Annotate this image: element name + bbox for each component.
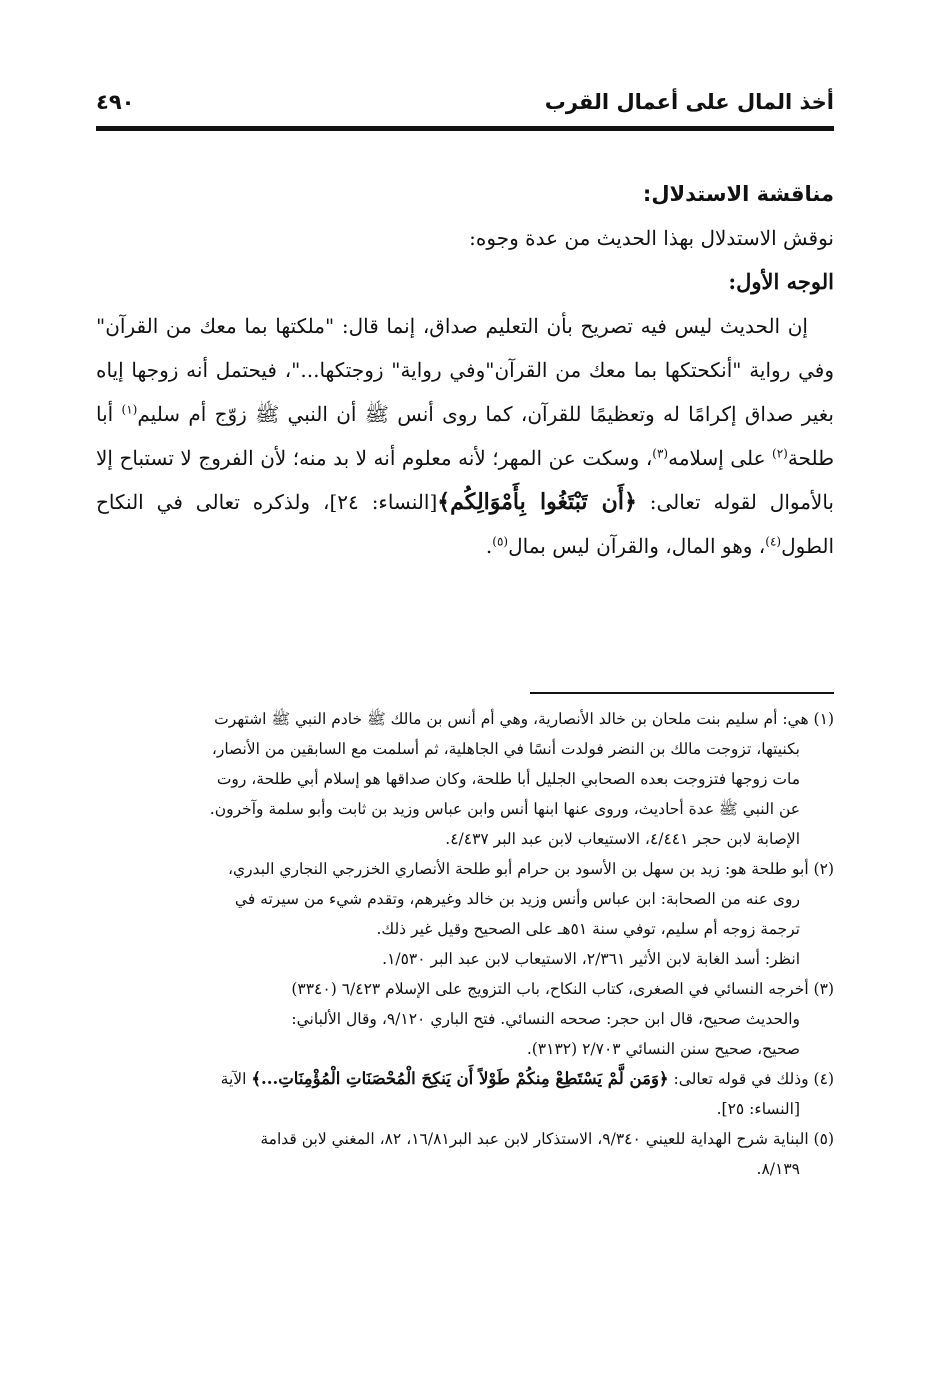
paragraph-end: . — [485, 534, 493, 558]
footnote-ref-1[interactable]: (١) — [121, 402, 138, 417]
running-title: أخذ المال على أعمال القرب — [544, 90, 834, 114]
footnote-3 — [96, 974, 834, 1064]
paragraph-text: [النساء: ٢٤]، ولذكره تعالى في النكاح الطول — [96, 490, 834, 558]
footnote-line: ترجمة زوجه أم سليم، توفي سنة ٥١هـ على الصحيح وقيل غير ذلك. — [376, 920, 800, 938]
quran-verse: ﴿أَن تَبْتَغُوا بِأَمْوَالِكُم﴾ — [437, 489, 637, 515]
footnote-line — [96, 1064, 834, 1094]
footnote-line: [النساء: ٢٥]. — [716, 1100, 800, 1118]
header-rule — [96, 126, 834, 131]
argument-paragraph — [96, 304, 834, 568]
footnote-line: صحيح، صحيح سنن النسائي ٢/٧٠٣ (٣١٣٢). — [526, 1040, 800, 1058]
footnote-ref-3[interactable]: (٣) — [652, 446, 669, 461]
footnote-line: والحديث صحيح، قال ابن حجر: صححه النسائي. فتح الباري ٩/١٢٠، وقال الألباني: — [291, 1010, 800, 1028]
footnote-line: مات زوجها فتزوجت بعده الصحابي الجليل أبا طلحة، وكان صداقها هو إسلام أبي طلحة، روت — [216, 770, 800, 788]
sub-heading: الوجه الأول: — [728, 269, 834, 294]
paragraph-text: ، وهو المال، والقرآن ليس بمال — [508, 534, 766, 558]
paragraph-text: أبا طلحة — [96, 402, 834, 470]
footnote-ref-2[interactable]: (٢) — [772, 446, 788, 461]
footnote-line: ٨/١٣٩. — [756, 1160, 800, 1178]
section-heading: مناقشة الاستدلال: — [642, 182, 834, 206]
paragraph-text: إن الحديث ليس فيه تصريح بأن التعليم صداق، إنما قال: "ملكتها بما معك من القرآن" وفي رواية "أنكحتكها بما معك من القرآن"وفي رواية" زوجتكها..."، فيحتمل أنه زوجها إياه بغير صداق إكرامًا له وتعظيمًا للقرآن، كما روى أنس ﷺ أن النبي ﷺ زوّج أم سليم — [96, 314, 834, 426]
page-header — [96, 86, 834, 126]
footnote-line: (٥) البناية شرح الهداية للعيني ٩/٣٤٠، الاستذكار لابن عبد البر١٦/٨١، ٨٢، المغني لابن قدامة — [260, 1130, 834, 1148]
paragraph-text: على إسلامه — [668, 446, 772, 470]
main-text — [96, 172, 834, 568]
paragraph-text: ، وسكت عن المهر؛ لأنه معلوم أنه لا بد منه؛ لأن الفروج لا تستباح إلا بالأموال لقوله تعالى: — [96, 446, 834, 514]
footnote-2 — [96, 854, 834, 974]
footnote-5 — [96, 1124, 834, 1184]
footnote-ref-5[interactable]: (٥) — [492, 534, 509, 549]
quran-verse: ﴿وَمَن لَّمْ يَسْتَطِعْ مِنكُمْ طَوْلاً أَن يَنكِحَ الْمُحْصَنَاتِ الْمُؤْمِنَاتِ...﴾ — [251, 1069, 669, 1088]
footnote-separator — [530, 692, 834, 694]
footnote-line: انظر: أسد الغابة لابن الأثير ٢/٣٦١، الاستيعاب لابن عبد البر ١/٥٣٠. — [382, 950, 800, 968]
intro-paragraph: نوقش الاستدلال بهذا الحديث من عدة وجوه: — [469, 226, 834, 250]
footnote-text: الآية — [220, 1070, 252, 1088]
footnote-line: (١) هي: أم سليم بنت ملحان بن خالد الأنصارية، وهي أم أنس بن مالك ﷺ خادم النبي ﷺ اشتهرت — [214, 710, 834, 728]
footnote-line: روى عنه من الصحابة: ابن عباس وأنس وزيد بن خالد وغيرهم، وتقدم شيء من سيرته في — [234, 890, 800, 908]
footnote-line: (٢) أبو طلحة هو: زيد بن سهل بن الأسود بن حرام أبو طلحة الأنصاري الخزرجي النجاري البدري، — [227, 860, 834, 878]
footnote-1 — [96, 704, 834, 854]
footnote-ref-4[interactable]: (٤) — [765, 534, 782, 549]
footnote-line: (٣) أخرجه النسائي في الصغرى، كتاب النكاح، باب التزويج على الإسلام ٦/٤٢٣ (٣٣٤٠) — [291, 980, 834, 998]
footnote-4 — [96, 1064, 834, 1124]
footnotes — [96, 704, 834, 1184]
footnote-line: بكنيتها، تزوجت مالك بن النضر فولدت أنسًا في الجاهلية، ثم أسلمت مع السابقين من الأنصار، — [211, 740, 800, 758]
footnote-line: عن النبي ﷺ عدة أحاديث، وروى عنها ابنها أنس وابن عباس وزيد بن ثابت وأبو سلمة وآخرون. — [209, 800, 800, 818]
page-number: ٤٩٠ — [96, 90, 135, 114]
footnote-line: الإصابة لابن حجر ٤/٤٤١، الاستيعاب لابن عبد البر ٤/٤٣٧. — [445, 830, 800, 848]
footnote-text: (٤) وذلك في قوله تعالى: — [668, 1070, 834, 1088]
